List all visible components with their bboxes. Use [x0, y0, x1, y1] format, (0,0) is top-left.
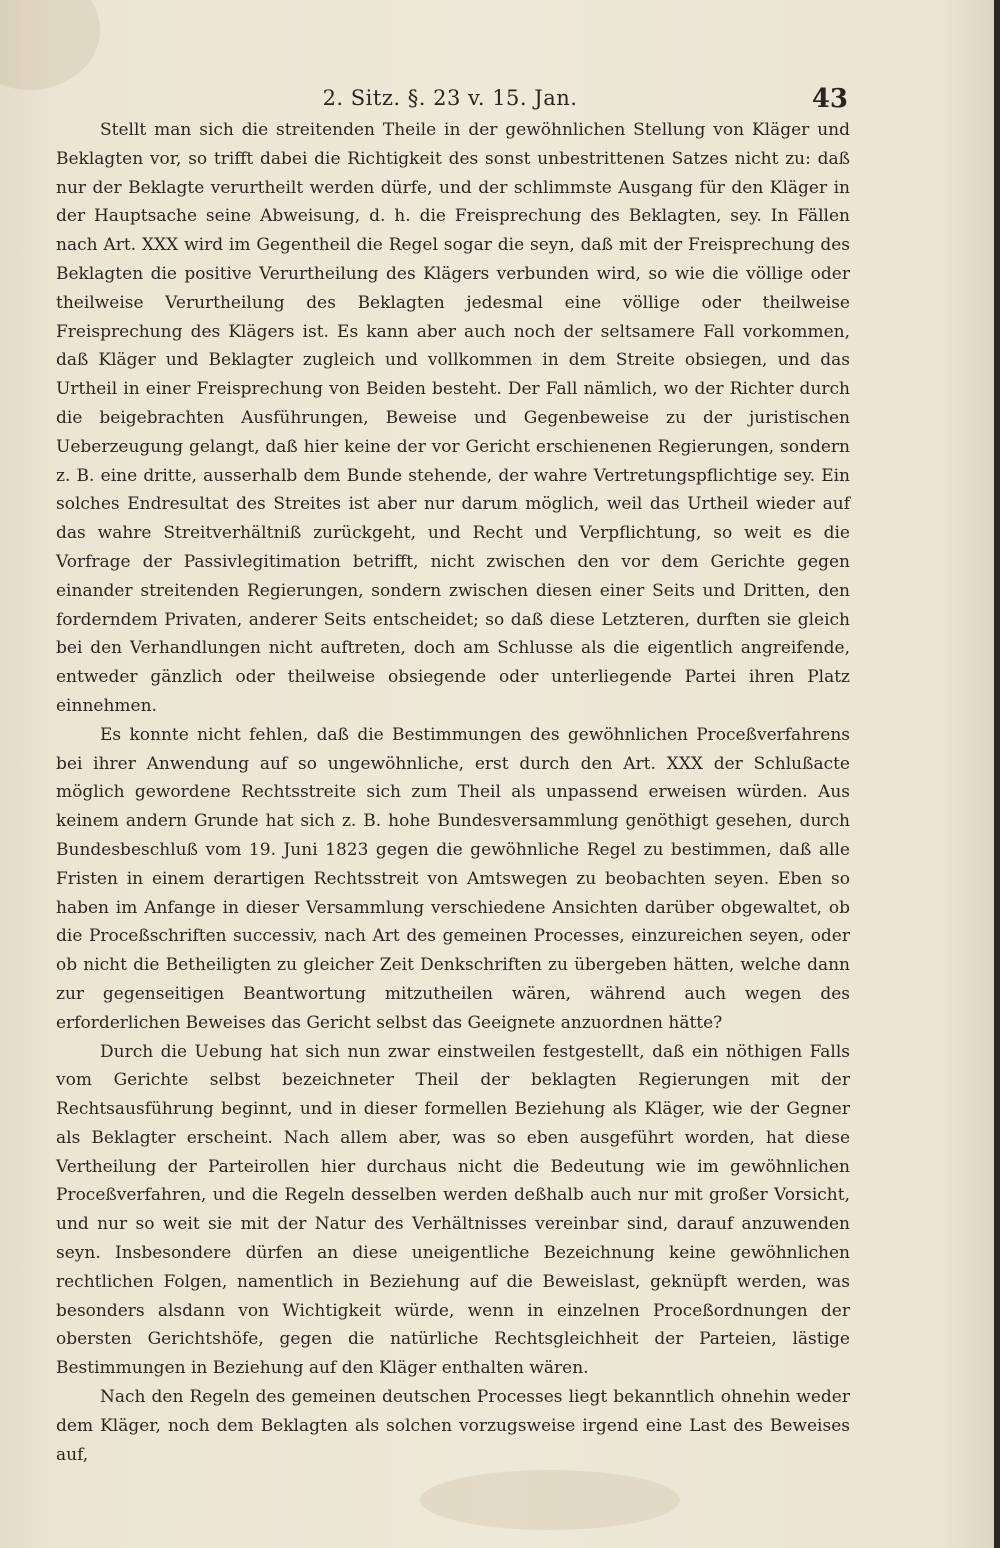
- paper-stain: [0, 0, 100, 90]
- running-head: 2. Sitz. §. 23 v. 15. Jan.: [322, 86, 578, 110]
- page-header: [52, 86, 848, 116]
- paragraph: Stellt man sich die streitenden Theile in der gewöhnlichen Stellung von Kläger und Beklagten vor, so trifft dabei die Richtigkeit des sonst unbestrittenen Satzes nicht zu: daß nur der Beklagte verurtheilt werden dürfe, und der schlimmste Ausgang für den Kläger in der Hauptsache seine Abweisung, d. h. die Freisprechung des Beklagten, sey. In Fällen nach Art. XXX wird im Gegentheil die Regel sogar die seyn, daß mit der Freisprechung des Beklagten die positive Verurtheilung des Klägers verbunden wird, so wie die völlige oder theilweise Verurtheilung des Beklagten jedesmal eine völlige oder theilweise Freisprechung des Klägers ist. Es kann aber auch noch der seltsamere Fall vorkommen, daß Kläger und Beklagter zugleich und vollkommen in dem Streite obsiegen, und das Urtheil in einer Freisprechung von Beiden besteht. Der Fall nämlich, wo der Richter durch die beigebrachten Ausführungen, Beweise und Gegenbeweise zu der juristischen Ueberzeugung gelangt, daß hier keine der vor Gericht erschienenen Regierungen, sondern z. B. eine dritte, ausserhalb dem Bunde stehende, der wahre Vertretungspflichtige sey. Ein solches Endresultat des Streites ist aber nur darum möglich, weil das Urtheil wieder auf das wahre Streitverhältniß zurückgeht, und Recht und Verpflichtung, so weit es die Vorfrage der Passivlegitimation betrifft, nicht zwischen den vor dem Gerichte gegen einander streitenden Regierungen, sondern zwischen diesen einer Seits und Dritten, den forderndem Privaten, anderer Seits entscheidet; so daß diese Letzteren, durften sie gleich bei den Verhandlungen nicht auftreten, doch am Schlusse als die eigentlich angreifende, entweder gänzlich oder theilweise obsiegende oder unterliegende Partei ihren Platz einnehmen.: [56, 120, 850, 716]
- paragraph: Durch die Uebung hat sich nun zwar einstweilen festgestellt, daß ein nöthigen Falls vom Gerichte selbst bezeichneter Theil der beklagten Regierungen mit der Rechtsausführung beginnt, und in dieser formellen Beziehung als Kläger, wie der Gegner als Beklagter erscheint. Nach allem aber, was so eben ausgeführt worden, hat diese Vertheilung der Parteirollen hier durchaus nicht die Bedeutung wie im gewöhnlichen Proceßverfahren, und die Regeln desselben werden deßhalb auch nur mit großer Vorsicht, und nur so weit sie mit der Natur des Verhältnisses vereinbar sind, darauf anzuwenden seyn. Insbesondere dürfen an diese uneigentliche Bezeichnung keine gewöhnlichen rechtlichen Folgen, namentlich in Beziehung auf die Beweislast, geknüpft werden, was besonders alsdann von Wichtigkeit würde, wenn in einzelnen Proceßordnungen der obersten Gerichtshöfe, gegen die natürliche Rechtsgleichheit der Parteien, lästige Bestimmungen in Beziehung auf den Kläger enthalten wären.: [56, 1041, 850, 1379]
- paper-stain: [420, 1470, 680, 1530]
- paragraph: Nach den Regeln des gemeinen deutschen Processes liegt bekanntlich ohnehin weder dem Kläger, noch dem Beklagten als solchen vorzugsweise irgend eine Last des Beweises auf,: [56, 1387, 850, 1465]
- page-edge: [994, 0, 1000, 1548]
- page-number: 43: [811, 84, 848, 114]
- body-text: [56, 116, 850, 1469]
- paragraph: Es konnte nicht fehlen, daß die Bestimmungen des gewöhnlichen Proceßverfahrens bei ihrer Anwendung auf so ungewöhnliche, erst durch den Art. XXX der Schlußacte möglich gewordene Rechtsstreite sich zum Theil als unpassend erweisen würden. Aus keinem andern Grunde hat sich z. B. hohe Bundesversammlung genöthigt gesehen, durch Bundesbeschluß vom 19. Juni 1823 gegen die gewöhnliche Regel zu bestimmen, daß alle Fristen in einem derartigen Rechtsstreit von Amtswegen zu beobachten seyen. Eben so haben im Anfange in dieser Versammlung verschiedene Ansichten darüber obgewaltet, ob die Proceßschriften successiv, nach Art des gemeinen Processes, einzureichen seyen, oder ob nicht die Betheiligten zu gleicher Zeit Denkschriften zu übergeben hätten, welche dann zur gegenseitigen Beantwortung mitzutheilen wären, während auch wegen des erforderlichen Beweises das Gericht selbst das Geeignete anzuordnen hätte?: [56, 724, 850, 1033]
